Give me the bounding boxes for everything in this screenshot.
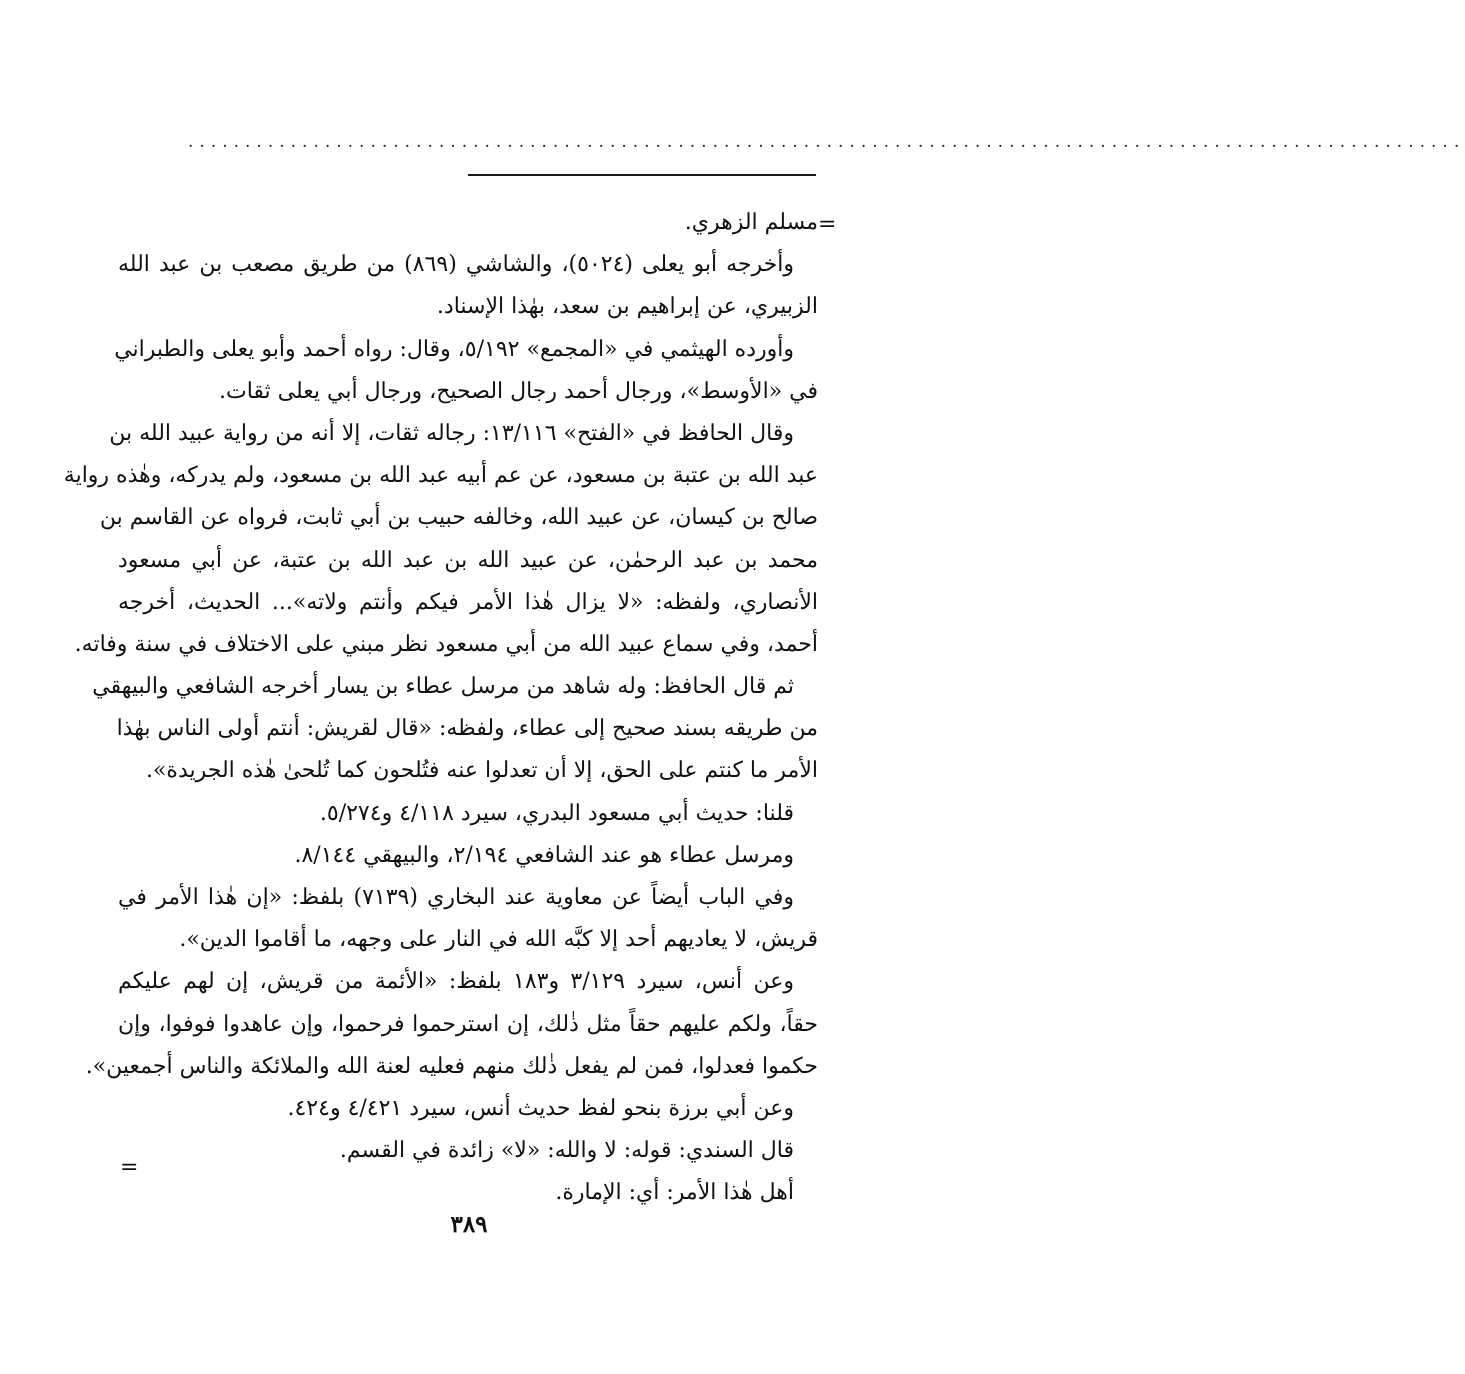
text-line-10: الأنصاري، ولفظه: «لا يزال هٰذا الأمر فيكم وأنتم ولاته»... الحديث، أخرجه (118, 589, 818, 615)
text-line-6: وقال الحافظ في «الفتح» ١٣/١١٦: رجاله ثقات، إلا أنه من رواية عبيد الله بن (109, 420, 794, 446)
continuation-marker-end: = (120, 1155, 139, 1180)
text-line-13: من طريقه بسند صحيح إلى عطاء، ولفظه: «قال لقريش: أنتم أولى الناس بهٰذا (116, 716, 818, 742)
text-line-20: حقاً، ولكم عليهم حقاً مثل ذٰلك، إن استرحموا فرحموا، وإن عاهدوا فوفوا، وإن (118, 1011, 818, 1037)
text-line-2: وأخرجه أبو يعلى (٥٠٢٤)، والشاشي (٨٦٩) من طريق مصعب بن عبد الله (118, 252, 794, 278)
text-line-24: أهل هٰذا الأمر: أي: الإمارة. (555, 1180, 794, 1206)
footnote-separator-rule (468, 174, 816, 176)
footnote-text (63, 202, 818, 1215)
text-line-15: قلنا: حديث أبي مسعود البدري، سيرد ٤/١١٨ و٥/٢٧٤. (319, 800, 794, 826)
text-line-12: ثم قال الحافظ: وله شاهد من مرسل عطاء بن يسار أخرجه الشافعي والبيهقي (92, 674, 794, 700)
text-line-4: وأورده الهيثمي في «المجمع» ٥/١٩٢، وقال: رواه أحمد وأبو يعلى والطبراني (114, 336, 794, 362)
text-line-19: وعن أنس، سيرد ٣/١٢٩ و١٨٣ بلفظ: «الأئمة من قريش، إن لهم عليكم (118, 969, 795, 995)
text-line-17: وفي الباب أيضاً عن معاوية عند البخاري (٧١٣٩) بلفظ: «إن هٰذا الأمر في (118, 885, 794, 910)
text-line-9: محمد بن عبد الرحمٰن، عن عبيد الله بن عبد الله بن عتبة، عن أبي مسعود (118, 547, 818, 573)
text-line-14: الأمر ما كنتم على الحق، إلا أن تعدلوا عنه فتُلحون كما تُلحىٰ هٰذه الجريدة». (145, 758, 818, 784)
text-line-18: قريش، لا يعاديهم أحد إلا كبَّه الله في النار على وجهه، ما أقاموا الدين». (179, 927, 818, 953)
text-line-8: صالح بن كيسان، عن عبيد الله، وخالفه حبيب بن أبي ثابت، فرواه عن القاسم بن (99, 505, 818, 531)
text-line-5: في «الأوسط»، ورجال أحمد رجال الصحيح، ورجال أبي يعلى ثقات. (219, 378, 818, 404)
continuation-marker-start: = (818, 212, 837, 237)
text-line-23: قال السندي: قوله: لا والله: «لا» زائدة في القسم. (339, 1138, 794, 1164)
page-number: ٣٨٩ (450, 1211, 488, 1238)
text-line-7: عبد الله بن عتبة بن مسعود، عن عم أبيه عبد الله بن مسعود، ولم يدركه، وهٰذه رواية (63, 463, 818, 489)
text-line-11: أحمد، وفي سماع عبيد الله من أبي مسعود نظر مبني على الاختلاف في سنة وفاته. (74, 631, 818, 657)
footnote-separator-dots: ................................................................................................................ (188, 132, 1465, 152)
text-line-3: الزبيري، عن إبراهيم بن سعد، بهٰذا الإسناد. (436, 294, 818, 320)
text-line-21: حكموا فعدلوا، فمن لم يفعل ذٰلك منهم فعليه لعنة الله والملائكة والناس أجمعين». (85, 1053, 818, 1079)
text-line-22: وعن أبي برزة بنحو لفظ حديث أنس، سيرد ٤/٤٢١ و٤٢٤. (287, 1095, 794, 1121)
text-line-1: مسلم الزهري. (684, 210, 818, 235)
text-line-16: ومرسل عطاء هو عند الشافعي ٢/١٩٤، والبيهقي ٨/١٤٤. (294, 842, 794, 868)
